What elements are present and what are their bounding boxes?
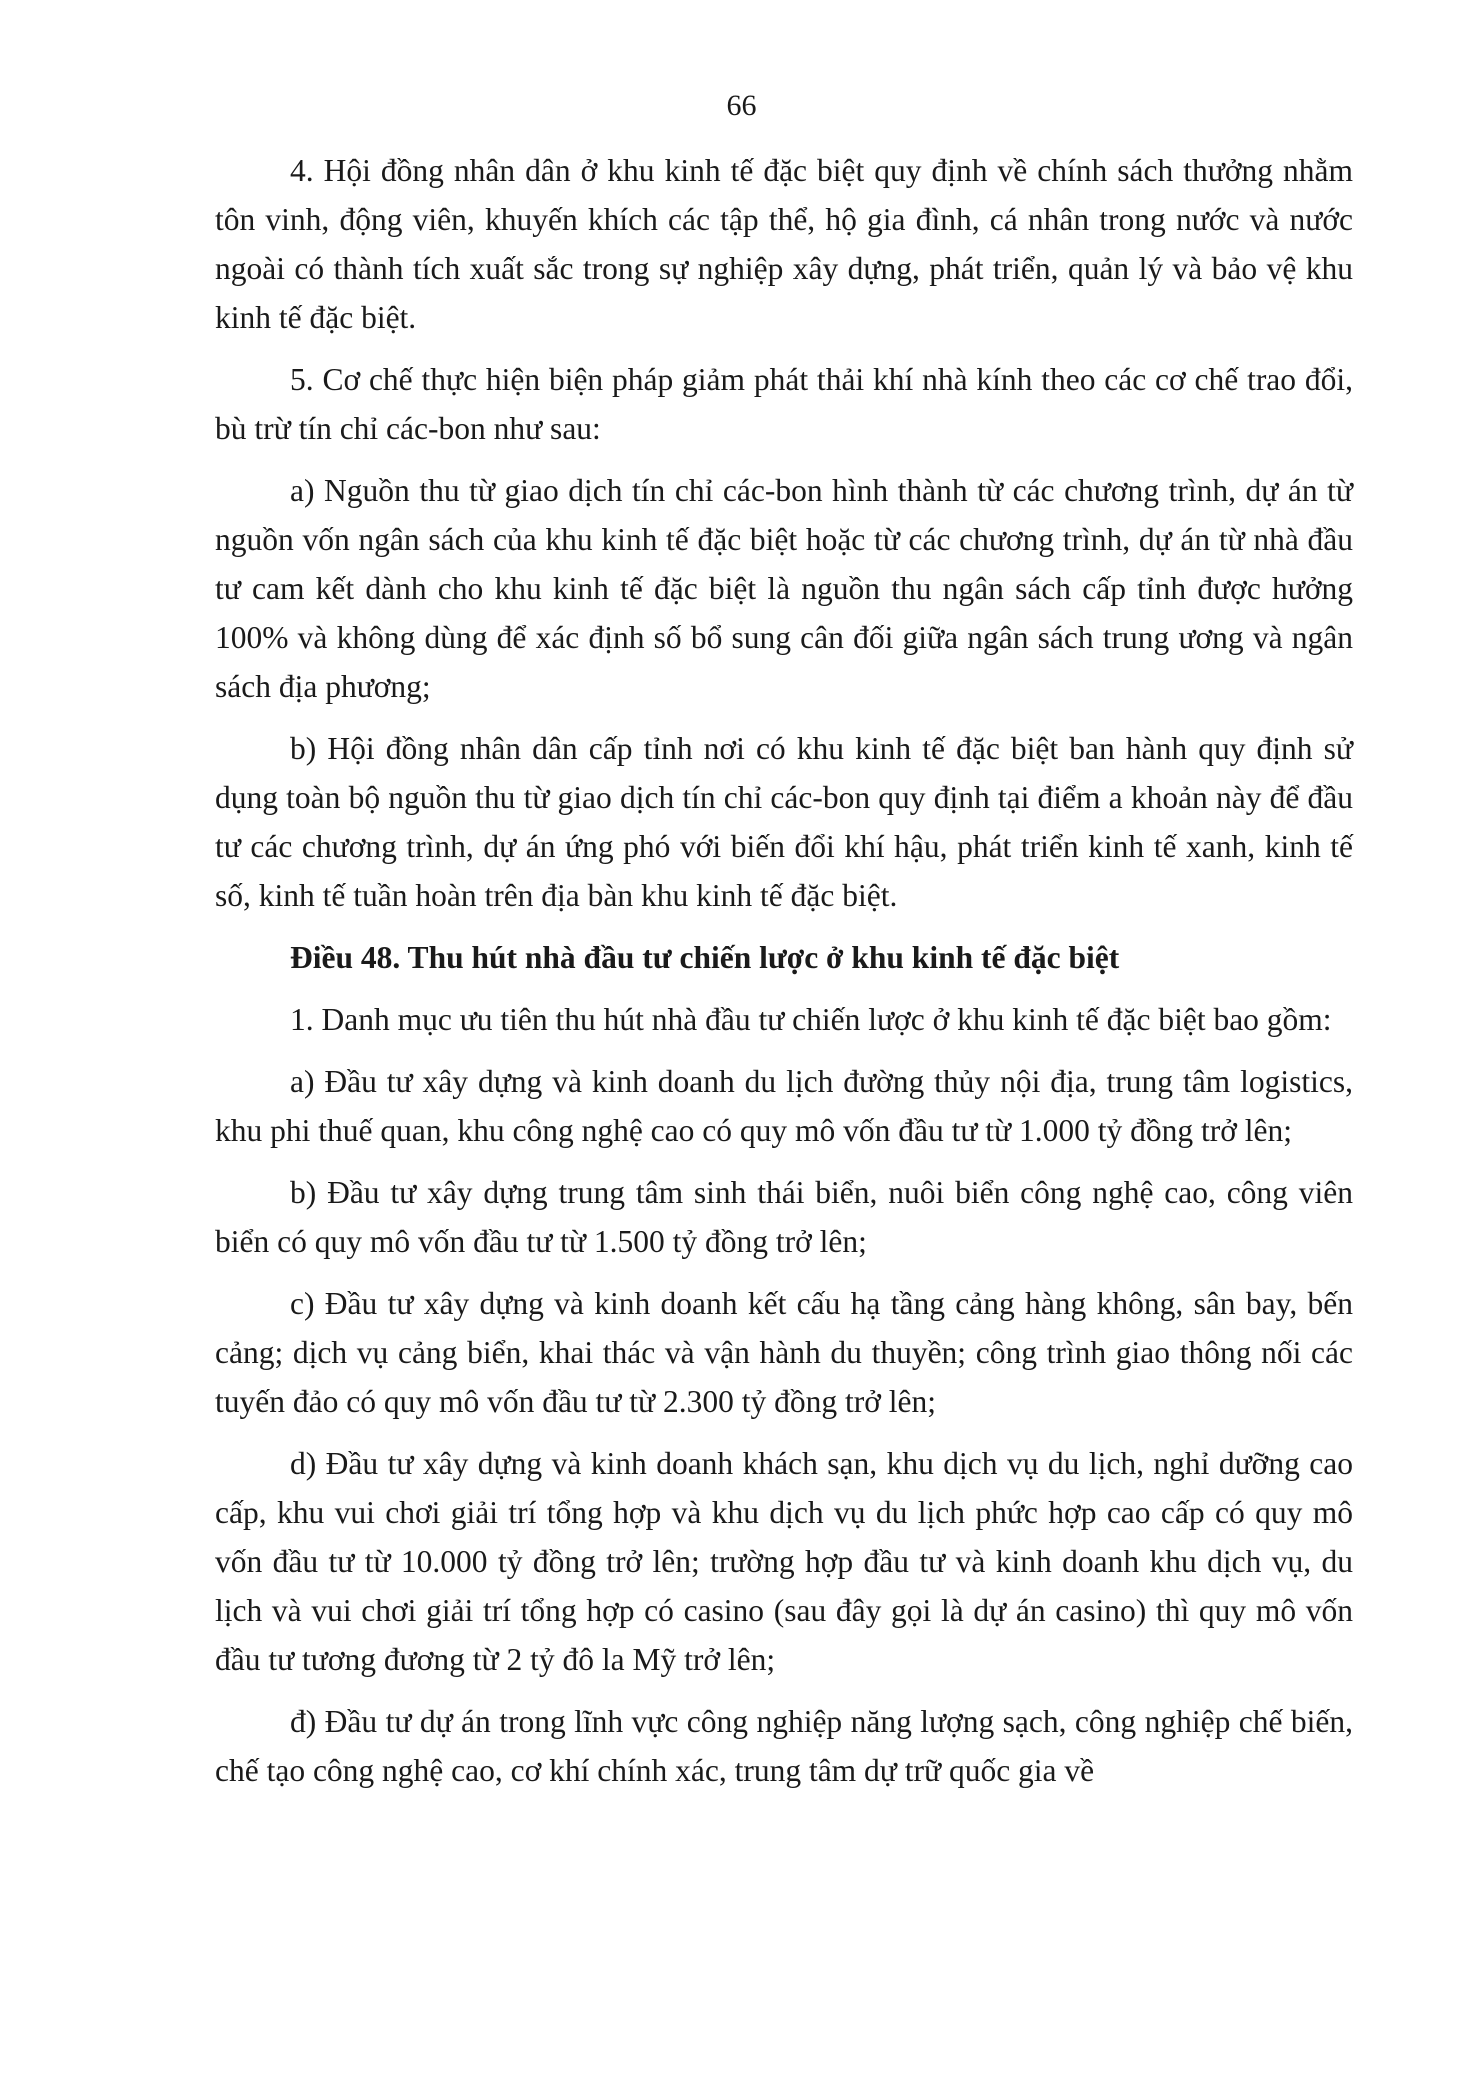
paragraph-item-dd: đ) Đầu tư dự án trong lĩnh vực công nghiệp năng lượng sạch, công nghiệp chế biến, chế tạo công nghệ cao, cơ khí chính xác, trung tâm dự trữ quốc gia về (215, 1704, 1353, 1788)
paragraph-article-48-clause-1: 1. Danh mục ưu tiên thu hút nhà đầu tư chiến lược ở khu kinh tế đặc biệt bao gồm: (290, 1002, 1332, 1037)
paragraph-item-c: c) Đầu tư xây dựng và kinh doanh kết cấu hạ tầng cảng hàng không, sân bay, bến cảng; dịch vụ cảng biển, khai thác và vận hành du thuyền; công trình giao thông nối các tuyến đảo có quy mô vốn đầu tư từ 2.300 tỷ đồng trở lên; (215, 1286, 1353, 1419)
paragraph-item-b: b) Đầu tư xây dựng trung tâm sinh thái biển, nuôi biển công nghệ cao, công viên biển có quy mô vốn đầu tư từ 1.500 tỷ đồng trở lên; (215, 1175, 1353, 1259)
page-number: 66 (726, 89, 757, 122)
paragraph-clause-5b: b) Hội đồng nhân dân cấp tỉnh nơi có khu kinh tế đặc biệt ban hành quy định sử dụng toàn bộ nguồn thu từ giao dịch tín chỉ các-bon quy định tại điểm a khoản này để đầu tư các chương trình, dự án ứng phó với biến đổi khí hậu, phát triển kinh tế xanh, kinh tế số, kinh tế tuần hoàn trên địa bàn khu kinh tế đặc biệt. (215, 731, 1353, 913)
paragraph-clause-4: 4. Hội đồng nhân dân ở khu kinh tế đặc biệt quy định về chính sách thưởng nhằm tôn vinh, động viên, khuyến khích các tập thể, hộ gia đình, cá nhân trong nước và nước ngoài có thành tích xuất sắc trong sự nghiệp xây dựng, phát triển, quản lý và bảo vệ khu kinh tế đặc biệt. (215, 153, 1353, 335)
paragraph-item-d: d) Đầu tư xây dựng và kinh doanh khách sạn, khu dịch vụ du lịch, nghỉ dưỡng cao cấp, khu vui chơi giải trí tổng hợp và khu dịch vụ du lịch phức hợp cao cấp có quy mô vốn đầu tư từ 10.000 tỷ đồng trở lên; trường hợp đầu tư và kinh doanh khu dịch vụ, du lịch và vui chơi giải trí tổng hợp có casino (sau đây gọi là dự án casino) thì quy mô vốn đầu tư tương đương từ 2 tỷ đô la Mỹ trở lên; (215, 1446, 1353, 1677)
paragraph-clause-5: 5. Cơ chế thực hiện biện pháp giảm phát thải khí nhà kính theo các cơ chế trao đổi, bù trừ tín chỉ các-bon như sau: (215, 362, 1353, 446)
article-48-heading: Điều 48. Thu hút nhà đầu tư chiến lược ở khu kinh tế đặc biệt (290, 940, 1120, 975)
document-body (215, 146, 1353, 1808)
paragraph-clause-5a: a) Nguồn thu từ giao dịch tín chỉ các-bon hình thành từ các chương trình, dự án từ nguồn vốn ngân sách của khu kinh tế đặc biệt hoặc từ các chương trình, dự án từ nhà đầu tư cam kết dành cho khu kinh tế đặc biệt là nguồn thu ngân sách cấp tỉnh được hưởng 100% và không dùng để xác định số bổ sung cân đối giữa ngân sách trung ương và ngân sách địa phương; (215, 473, 1353, 704)
paragraph-item-a: a) Đầu tư xây dựng và kinh doanh du lịch đường thủy nội địa, trung tâm logistics, khu phi thuế quan, khu công nghệ cao có quy mô vốn đầu tư từ 1.000 tỷ đồng trở lên; (215, 1064, 1353, 1148)
